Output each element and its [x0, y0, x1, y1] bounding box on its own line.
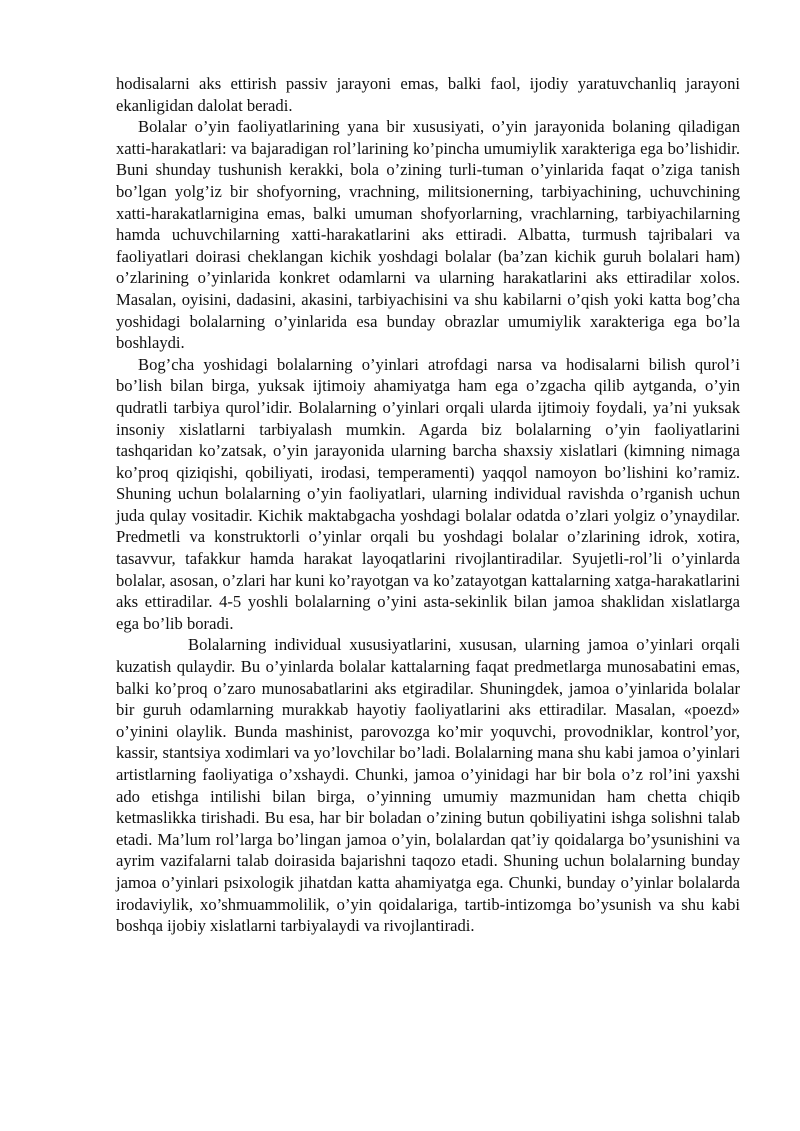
document-page — [116, 73, 740, 937]
paragraph-play-generalization: Bolalar o’yin faoliyatlarining yana bir xususiyati, o’yin jarayonida bolaning qiladigan xatti-harakatlari: va bajaradigan rol’larining ko’pincha umumiylik xarakteriga ega bo’lishidir. Buni shunday tushunish kerakki, bola o’zining turli-tuman o’yinlarida faqat o’ziga tanish bo’lgan yolg’iz bir shofyorning, vrachning, militsionerning, tarbiyachining, uchuvchining xatti-harakatlarnigina emas, balki umuman shofyorlarning, vrachlarning, tarbiyachilarning hamda uchuvchilarning xatti-harakatlarini aks ettiradi. Albatta, turmush tajribalari va faoliyatlari doirasi cheklangan kichik yoshdagi bolalar (ba’zan kichik guruh bolalari ham) o’zlarining o’yinlarida konkret odamlarni va ularning harakatlarini aks ettiradilar xolos. Masalan, oyisini, dadasini, akasini, tarbiyachisini va shu kabilarni o’qish yoki katta bog’cha yoshidagi bolalarning o’yinlarida esa bunday obrazlar umumiylik xarakteriga ega bo’la boshlaydi. — [116, 117, 740, 353]
paragraph-collective-play: Bolalarning individual xususiyatlarini, xususan, ularning jamoa o’yinlari orqali kuzatish qulaydir. Bu o’yinlarda bolalar kattalarning faqat predmetlarga munosabatini emas, balki ko’proq o’zaro munosabatlarini aks etgiradilar. Shuningdek, jamoa o’yinlarida bolalar bir guruh odamlarning murakkab hayotiy faoliyatlarini aks ettiradilar. Masalan, «poezd» o’yinini olaylik. Bunda mashinist, parovozga ko’mir yoquvchi, provodniklar, kontrol’yor, kassir, stantsiya xodimlari va yo’lovchilar bo’ladi. Bolalarning mana shu kabi jamoa o’yinlari artistlarning faoliyatiga o’xshaydi. Chunki, jamoa o’yinidagi har bir bola o’z rol’ini yaxshi ado etishga intilishi bilan birga, o’yinning umumiy mazmunidan ham chetta chiqib ketmaslikka tirishadi. Bu esa, har bir boladan o’zining butun qobiliyatini ishga solishni talab etadi. Ma’lum rol’larga bo’lingan jamoa o’yin, bolalardan qat’iy qoidalarga bo’ysunishini va ayrim vazifalarni talab doirasida bajarishni taqozo etadi. Shuning uchun bolalarning bunday jamoa o’yinlari psixologik jihatdan katta ahamiyatga ega. Chunki, bunday o’yinlar bolalarda irodaviylik, xo’shmuammolilik, o’yin qoidalariga, tartib-intizomga bo’ysunish va shu kabi boshqa ijobiy xislatlarni tarbiyalaydi va rivojlantiradi. — [116, 635, 740, 936]
paragraph-continuation: hodisalarni aks ettirish passiv jarayoni emas, balki faol, ijodiy yaratuvchanliq jarayoni ekanligidan dalolat beradi. — [116, 74, 740, 115]
paragraph-play-as-education: Bog’cha yoshidagi bolalarning o’yinlari atrofdagi narsa va hodisalarni bilish qurol’i bo’lish bilan birga, yuksak ijtimoiy ahamiyatga ham ega o’zgacha qilib aytganda, o’yin qudratli tarbiya qurol’idir. Bolalarning o’yinlari orqali ularda ijtimoiy foydali, ya’ni yuksak insoniy xislatlarni tarbiyalash mumkin. Agarda biz bolalarning o’yin faoliyatlarini tashqaridan ko’zatsak, o’yin jarayonida ularning barcha shaxsiy xislatlari (kimning nimaga ko’proq qiziqishi, qobiliyati, irodasi, temperamenti) yaqqol namoyon bo’lishini ko’ramiz. Shuning uchun bolalarning o’yin faoliyatlari, ularning individual ravishda o’rganish uchun juda qulay vositadir. Kichik maktabgacha yoshdagi bolalar odatda o’zlari yolgiz o’ynaydilar. Predmetli va konstruktorli o’yinlar orqali bu yoshdagi bolalar o’zlarining idrok, xotira, tasavvur, tafakkur hamda harakat layoqatlarini rivojlantiradilar. Syujetli-rol’li o’yinlarda bolalar, asosan, o’zlari har kuni ko’rayotgan va ko’zatayotgan kattalarning xatga-harakatlarini aks ettiradilar. 4-5 yoshli bolalarning o’yini asta-sekinlik bilan jamoa shaklidan xislatlarga ega bo’lib boradi. — [116, 354, 740, 633]
